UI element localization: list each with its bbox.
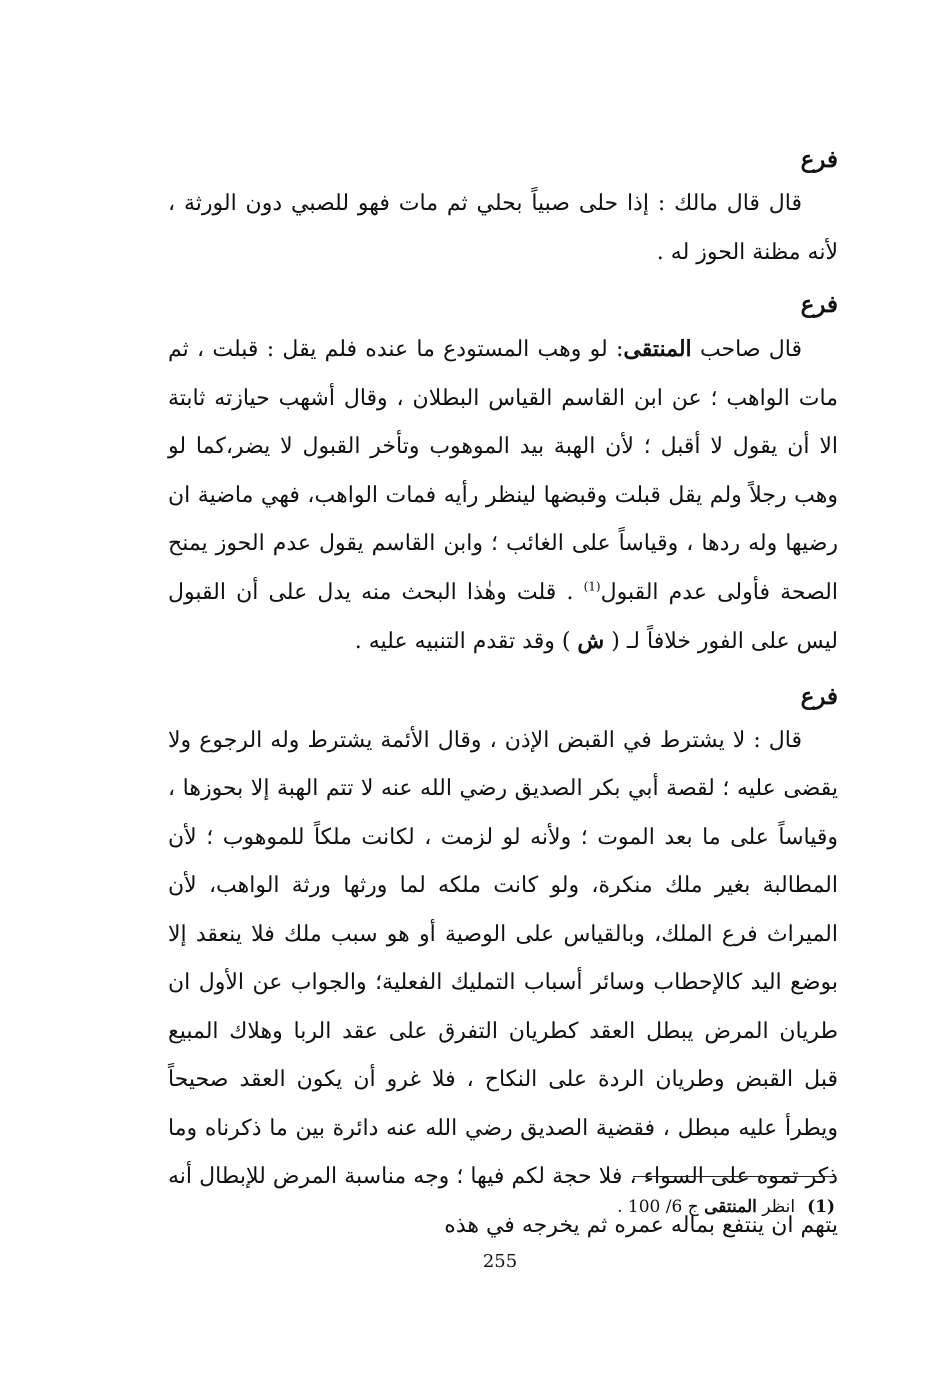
- footnote-text: ج 6/ 100 .: [617, 1197, 705, 1217]
- section-paragraph: قال قال مالك : إذا حلى صبياً بحلي ثم مات فهو للصبي دون الورثة ، لأنه مظنة الحوز له .: [168, 191, 838, 265]
- footnote: [540, 1194, 835, 1220]
- footnote-divider: [633, 1176, 835, 1177]
- paragraph-text: . قلت وهٰذا البحث منه يدل على أن القبول ليس على الفور خلافاً لـ (: [168, 579, 838, 654]
- paragraph-text: ) وقد تقدم التنبيه عليه .: [354, 629, 578, 654]
- section-paragraph: قال : لا يشترط في القبض الإذن ، وقال الأئمة يشترط وله الرجوع ولا يقضى عليه ؛ لقصة أبي بكر الصديق رضي الله عنه لا تتم الهبة إلا بحوزها ، وقياساً على ما بعد الموت ؛ ولأنه لو لزمت ، لكانت ملكاً للموهوب ؛ لأن المطالبة بغير ملك منكرة، ولو كانت ملكه لما ورثها ورثة الواهب، لأن الميراث فرع الملك، وبالقياس على الوصية أو هو سبب ملك فلا ينعقد إلا بوضع اليد كالإحطاب وسائر أسباب التمليك الفعلية؛ والجواب عن الأول ان طريان المرض يبطل العقد كطريان التفرق على عقد الربا وهلاك المبيع قبل القبض وطريان الردة على النكاح ، فلا غرو أن يكون العقد صحيحاً ويطرأ عليه مبطل ، فقضية الصديق رضي الله عنه دائرة بين ما ذكرناه وما ذكر تموه على السواء ، فلا حجة لكم فيها ؛ وجه مناسبة المرض للإبطال أنه يتهم ان ينتفع بماله عمره ثم يخرجه في هذه: [168, 727, 838, 1238]
- section-heading: فرع: [800, 146, 838, 173]
- page-number: 255: [482, 1251, 518, 1272]
- section-paragraph: [168, 325, 838, 667]
- abbreviation: ش: [577, 628, 605, 654]
- paragraph-text: قال صاحب: [691, 337, 803, 362]
- paragraph-text: : لو وهب المستودع ما عنده فلم يقل : قبلت ، ثم مات الواهب ؛ عن ابن القاسم القياس البطلان ، وقال أشهب حيازته ثابتة الا أن يقول لا أقبل ؛ لأن الهبة بيد الموهوب وتأخر القبول لا يضر،كما لو وهب رجلاً ولم يقل قبلت وقبضها لينظر رأيه فمات الواهب، فهي ماضية ان رضيها وله ردها ، وقياساً على الغائب ؛ وابن القاسم يقول عدم الحوز يمنح الصحة فأولى عدم القبول: [168, 337, 838, 605]
- section-heading: فرع: [800, 291, 838, 318]
- footnote-text: انظر: [756, 1197, 796, 1217]
- footnote-book: المنتقى: [704, 1197, 757, 1217]
- footnote-number: (1): [807, 1197, 835, 1217]
- book-title: المنتقى: [623, 336, 692, 362]
- page-body: [168, 140, 838, 1250]
- footnote-marker[interactable]: (1): [583, 579, 601, 594]
- section-heading: فرع: [800, 682, 838, 710]
